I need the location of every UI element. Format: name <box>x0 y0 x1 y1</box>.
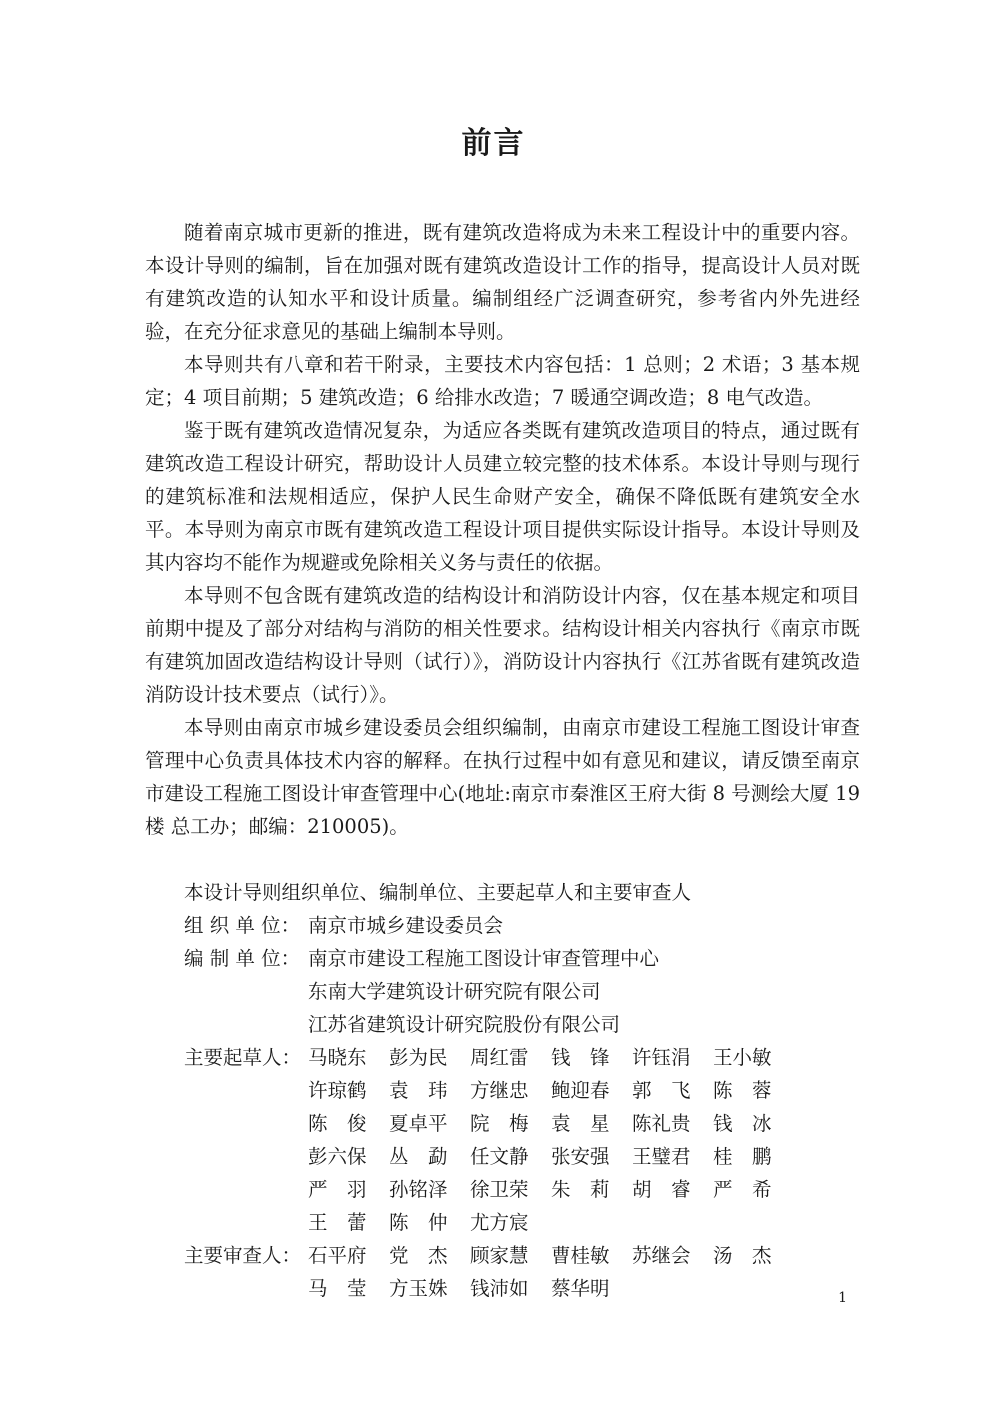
paragraph-4: 本导则不包含既有建筑改造的结构设计和消防设计内容，仅在基本规定和项目前期中提及了部分对结构与消防的相关性要求。结构设计相关内容执行《南京市既有建筑加固改造结构设计导则（试行）》，消防设计内容执行《江苏省既有建筑改造消防设计技术要点（试行）》。 <box>145 584 860 706</box>
drafter-name: 钱 锋 <box>551 1046 610 1069</box>
organizer-row <box>184 909 794 942</box>
drafter-name: 郭 飞 <box>632 1079 691 1102</box>
drafter-name: 院 梅 <box>470 1112 529 1135</box>
paragraph-3: 鉴于既有建筑改造情况复杂，为适应各类既有建筑改造项目的特点，通过既有建筑改造工程设计研究，帮助设计人员建立较完整的技术体系。本设计导则与现行的建筑标准和法规相适应，保护人民生命财产安全，确保不降低既有建筑安全水平。本导则为南京市既有建筑改造工程设计项目提供实际设计指导。本设计导则及其内容均不能作为规避或免除相关义务与责任的依据。 <box>145 419 860 574</box>
reviewer-name: 苏继会 <box>632 1244 691 1267</box>
drafter-name: 彭六保 <box>308 1145 367 1168</box>
reviewer-row <box>184 1239 794 1272</box>
compiler-value: 江苏省建筑设计研究院股份有限公司 <box>308 1013 621 1036</box>
drafter-name: 钱 冰 <box>713 1112 772 1135</box>
reviewer-name: 曹桂敏 <box>551 1244 610 1267</box>
roster-intro-text: 本设计导则组织单位、编制单位、主要起草人和主要审查人 <box>184 881 692 904</box>
page-number: 1 <box>838 1290 847 1306</box>
reviewer-name: 石平府 <box>308 1244 367 1267</box>
drafter-name: 周红雷 <box>470 1046 529 1069</box>
drafter-name: 严 羽 <box>308 1178 367 1201</box>
drafter-name: 方继忠 <box>470 1079 529 1102</box>
compiler-row <box>184 942 794 975</box>
drafter-name: 袁 星 <box>551 1112 610 1135</box>
drafter-name: 徐卫荣 <box>470 1178 529 1201</box>
drafter-name: 胡 睿 <box>632 1178 691 1201</box>
paragraph-5: 本导则由南京市城乡建设委员会组织编制，由南京市建设工程施工图设计审查管理中心负责具体技术内容的解释。在执行过程中如有意见和建议，请反馈至南京市建设工程施工图设计审查管理中心(地址:南京市秦淮区王府大街 8 号测绘大厦 19 楼 总工办；邮编：210005)。 <box>145 716 860 838</box>
reviewers-block <box>184 1239 794 1305</box>
compiler-row <box>184 975 794 1008</box>
drafter-row <box>184 1041 794 1074</box>
drafter-name: 王璧君 <box>632 1145 691 1168</box>
drafter-name: 陈礼贵 <box>632 1112 691 1135</box>
drafter-name: 许琼鹤 <box>308 1079 367 1102</box>
organizer-value: 南京市城乡建设委员会 <box>308 914 504 937</box>
drafter-row <box>184 1074 794 1107</box>
reviewer-name: 马 莹 <box>308 1277 367 1300</box>
paragraph-2: 本导则共有八章和若干附录，主要技术内容包括：1 总则；2 术语；3 基本规定；4 项目前期；5 建筑改造；6 给排水改造；7 暖通空调改造；8 电气改造。 <box>145 353 860 409</box>
drafter-row <box>184 1206 794 1239</box>
drafter-name: 陈 仲 <box>389 1211 448 1234</box>
drafter-row <box>184 1107 794 1140</box>
drafter-name: 桂 鹏 <box>713 1145 772 1168</box>
compiler-label: 编 制 单 位： <box>184 947 301 970</box>
reviewer-name: 汤 杰 <box>713 1244 772 1267</box>
drafter-name: 王 蕾 <box>308 1211 367 1234</box>
roster-intro <box>184 876 794 909</box>
drafter-label: 主要起草人： <box>184 1046 302 1069</box>
drafter-name: 袁 玮 <box>389 1079 448 1102</box>
reviewer-name: 钱沛如 <box>470 1277 529 1300</box>
reviewer-row <box>184 1272 794 1305</box>
drafter-name: 王小敏 <box>713 1046 772 1069</box>
drafter-name: 夏卓平 <box>389 1112 448 1135</box>
drafter-name: 严 希 <box>713 1178 772 1201</box>
drafter-name: 张安强 <box>551 1145 610 1168</box>
drafter-name: 许钰涓 <box>632 1046 691 1069</box>
reviewer-name: 顾家慧 <box>470 1244 529 1267</box>
drafter-name: 鲍迎春 <box>551 1079 610 1102</box>
reviewer-name: 党 杰 <box>389 1244 448 1267</box>
drafter-name: 陈 俊 <box>308 1112 367 1135</box>
compiler-row <box>184 1008 794 1041</box>
roster <box>184 876 794 1305</box>
compiler-value: 南京市建设工程施工图设计审查管理中心 <box>308 947 660 970</box>
drafter-name: 朱 莉 <box>551 1178 610 1201</box>
page-title: 前言 <box>461 126 526 161</box>
paragraph-1: 随着南京城市更新的推进，既有建筑改造将成为未来工程设计中的重要内容。本设计导则的编制，旨在加强对既有建筑改造设计工作的指导，提高设计人员对既有建筑改造的认知水平和设计质量。编制组经广泛调查研究，参考省内外先进经验，在充分征求意见的基础上编制本导则。 <box>145 221 860 343</box>
drafter-name: 马晓东 <box>308 1046 367 1069</box>
reviewer-name: 方玉姝 <box>389 1277 448 1300</box>
organizer-label: 组 织 单 位： <box>184 914 301 937</box>
drafter-name: 陈 蓉 <box>713 1079 772 1102</box>
reviewer-label: 主要审查人： <box>184 1244 302 1267</box>
reviewer-name: 蔡华明 <box>551 1277 610 1300</box>
drafter-row <box>184 1173 794 1206</box>
drafter-name: 任文静 <box>470 1145 529 1168</box>
drafters-block <box>184 1041 794 1239</box>
drafter-name: 丛 勐 <box>389 1145 448 1168</box>
preface-body <box>145 216 860 843</box>
drafter-name: 尤方宸 <box>470 1211 529 1234</box>
drafter-row <box>184 1140 794 1173</box>
drafter-name: 孙铭泽 <box>389 1178 448 1201</box>
drafter-name: 彭为民 <box>389 1046 448 1069</box>
compiler-value: 东南大学建筑设计研究院有限公司 <box>308 980 601 1003</box>
